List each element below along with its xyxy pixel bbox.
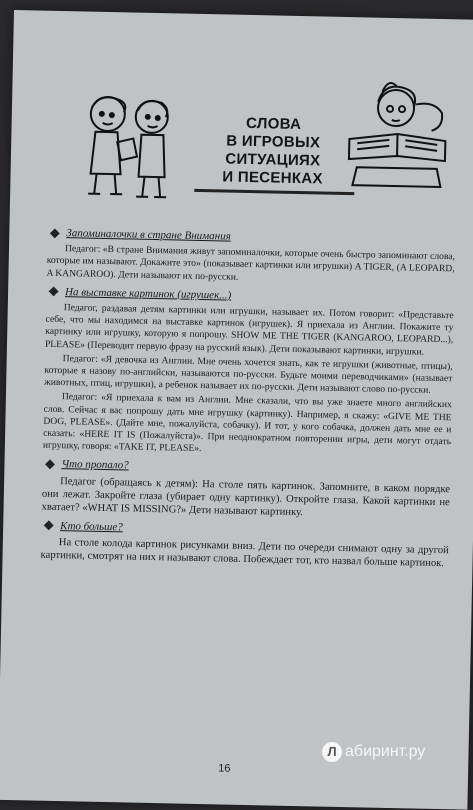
page-content [40, 221, 455, 572]
page-number: 16 [218, 762, 231, 775]
book-page [0, 10, 473, 810]
section-heading: На выставке картинок (игрушек...) [46, 286, 454, 307]
diamond-bullet-icon [50, 228, 60, 238]
paragraph: Педагог (обращаясь к детям): На столе пять картинок. Запомните, в каком порядке они лежат. Закройте глаза (убирает одну картинку). Откройте глаза. Какой картинки не хватает? «WHAT IS MISSING?» Дети называют картинку. [41, 475, 451, 518]
paragraph: Педагог: «В стране Внимания живут запоминалочки, которые очень быстро запоминают слова, которые им называют. Докажите это» (показывает картинки или игрушки) A TIGER, (A LEOPARD, A KANGAROO). Дети называют их по-русски. [46, 243, 456, 283]
section-heading: Кто больше? [41, 519, 449, 540]
page-title: СЛОВА В ИГРОВЫХ СИТУАЦИЯХ И ПЕСЕНКАХ [222, 114, 323, 188]
paragraph: Педагог: «Я приехала к вам из Англии. Мне сказали, что вы уже знаете много английских слов. Сейчас я вас попрошу дать мне игрушку (картинку). Например, я скажу: «GIVE ME THE DOG, PLEASE». (Дайте мне, пожалуйста, собачку). И тот, у кого собачка, должен дать мне ее и сказать: «HERE IT IS (Пожалуйста)». При неоднократном повторении игры, дети могут отдать игрушку, говоря: «TAKE IT, PLEASE». [42, 391, 452, 455]
reading-child-illustration [336, 73, 458, 195]
title-underline [194, 189, 354, 195]
diamond-bullet-icon [44, 521, 54, 531]
watermark-text: абиринт.ру [345, 743, 426, 760]
watermark [322, 742, 425, 762]
diamond-bullet-icon [49, 287, 59, 297]
paragraph: На столе колода картинок рисунками вниз. Дети по очереди снимают одну за другой картинки, смотрят на них и называют слова. Побеждает тот, кто назвал больше картинок. [40, 536, 449, 569]
paragraph: Педагог: «Я девочка из Англии. Мне очень хочется знать, как те игрушки (животные, птицы), которые я назову по-английски, называются по-русски. Будьте моими переводчиками» (называет животных, птиц, игрушки), а ребенок называет их по-русски. Дети называют слово по-русски. [44, 352, 453, 397]
section-heading: Запоминалочки в стране Внимания [47, 227, 455, 248]
labirint-logo-icon: Л [322, 742, 342, 762]
section-heading: Что пропало? [42, 458, 450, 479]
diamond-bullet-icon [45, 459, 55, 469]
paragraph: Педагог, раздавая детям картинки или игрушки, называет их. Потом говорит: «Представьте себе, что мы находимся на выставке картинок (игрушек). Я приехала из Англии. Покажите ту картинку или игрушку, которую я попрошу. SHOW ME THE TIGER (KANGAROO, LEOPARD...), PLEASE» (Переводит первую фразу на русский язык). Дети показывают картинки, игрушки. [44, 302, 454, 358]
boys-illustration [68, 81, 190, 203]
